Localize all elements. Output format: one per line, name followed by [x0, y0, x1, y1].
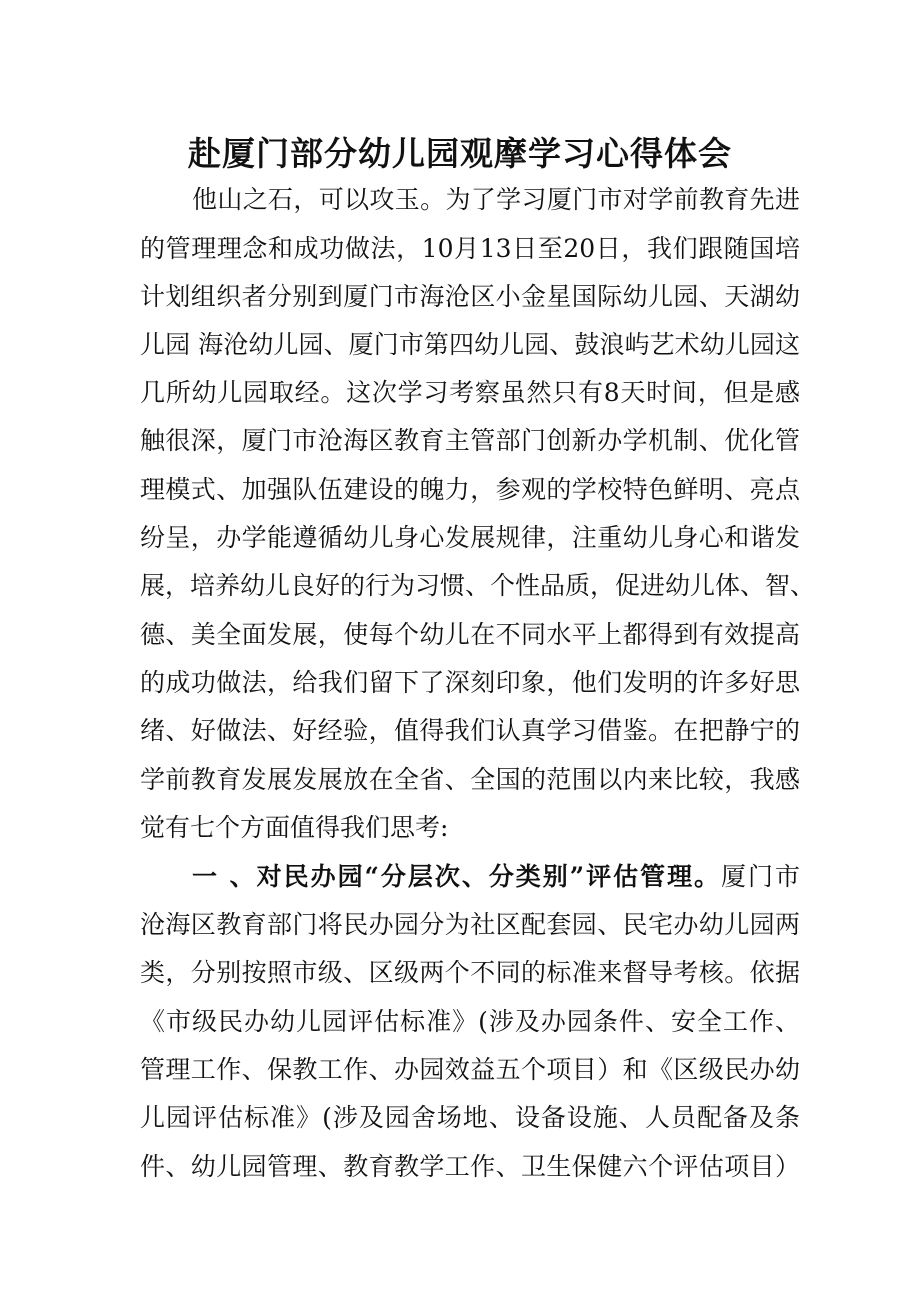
document-title: 赴厦门部分幼儿园观摩学习心得体会: [188, 134, 732, 173]
text-line: 觉有七个方面值得我们思考:: [140, 813, 449, 842]
text-line: 的成功做法，给我们留下了深刻印象，他们发明的许多好思: [140, 668, 800, 697]
text-line: 类，分别按照市级、区级两个不同的标准来督导考核。依据: [140, 958, 800, 987]
text-line: 计划组织者分别到厦门市海沧区小金星国际幼儿园、天湖幼: [140, 282, 800, 311]
text-line: 理模式、加强队伍建设的魄力，参观的学校特色鲜明、亮点: [140, 475, 800, 504]
text-line: 展，培养幼儿良好的行为习惯、个性品质，促进幼儿体、智、: [140, 571, 816, 600]
text-line: 德、美全面发展，使每个幼儿在不同水平上都得到有效提高: [140, 620, 800, 649]
section-heading-line: [140, 857, 800, 897]
text-line: 触很深，厦门市沧海区教育主管部门创新办学机制、优化管: [140, 426, 800, 455]
text-line: 沧海区教育部门将民办园分为社区配套园、民宅办幼儿园两: [140, 910, 800, 939]
text-line: 儿园 海沧幼儿园、厦门市第四幼儿园、鼓浪屿艺术幼儿园这: [140, 330, 800, 359]
text-line: 绪、好做法、好经验，值得我们认真学习借鉴。在把静宁的: [140, 716, 800, 745]
text-line: 他山之石，可以攻玉。为了学习厦门市对学前教育先进: [192, 185, 800, 214]
section-heading: 一 、对民办园“分层次、分类别”评估管理。: [192, 862, 722, 891]
section-heading-tail: 厦门市: [721, 862, 800, 891]
text-line: 件、幼儿园管理、教育教学工作、卫生保健六个评估项目）: [140, 1152, 800, 1181]
text-line: 《市级民办幼儿园评估标准》(涉及办园条件、安全工作、: [140, 1007, 800, 1036]
text-line: 学前教育发展发展放在全省、全国的范围以内来比较，我感: [140, 765, 800, 794]
text-line: 儿园评估标准》(涉及园舍场地、设备设施、人员配备及条: [140, 1103, 800, 1132]
text-line: 的管理理念和成功做法，10月13日至20日，我们跟随国培: [140, 234, 800, 263]
text-line: 几所幼儿园取经。这次学习考察虽然只有8天时间，但是感: [140, 378, 800, 407]
text-line: 纷呈，办学能遵循幼儿身心发展规律，注重幼儿身心和谐发: [140, 523, 800, 552]
text-line: 管理工作、保教工作、办园效益五个项目）和《区级民办幼: [140, 1055, 800, 1084]
